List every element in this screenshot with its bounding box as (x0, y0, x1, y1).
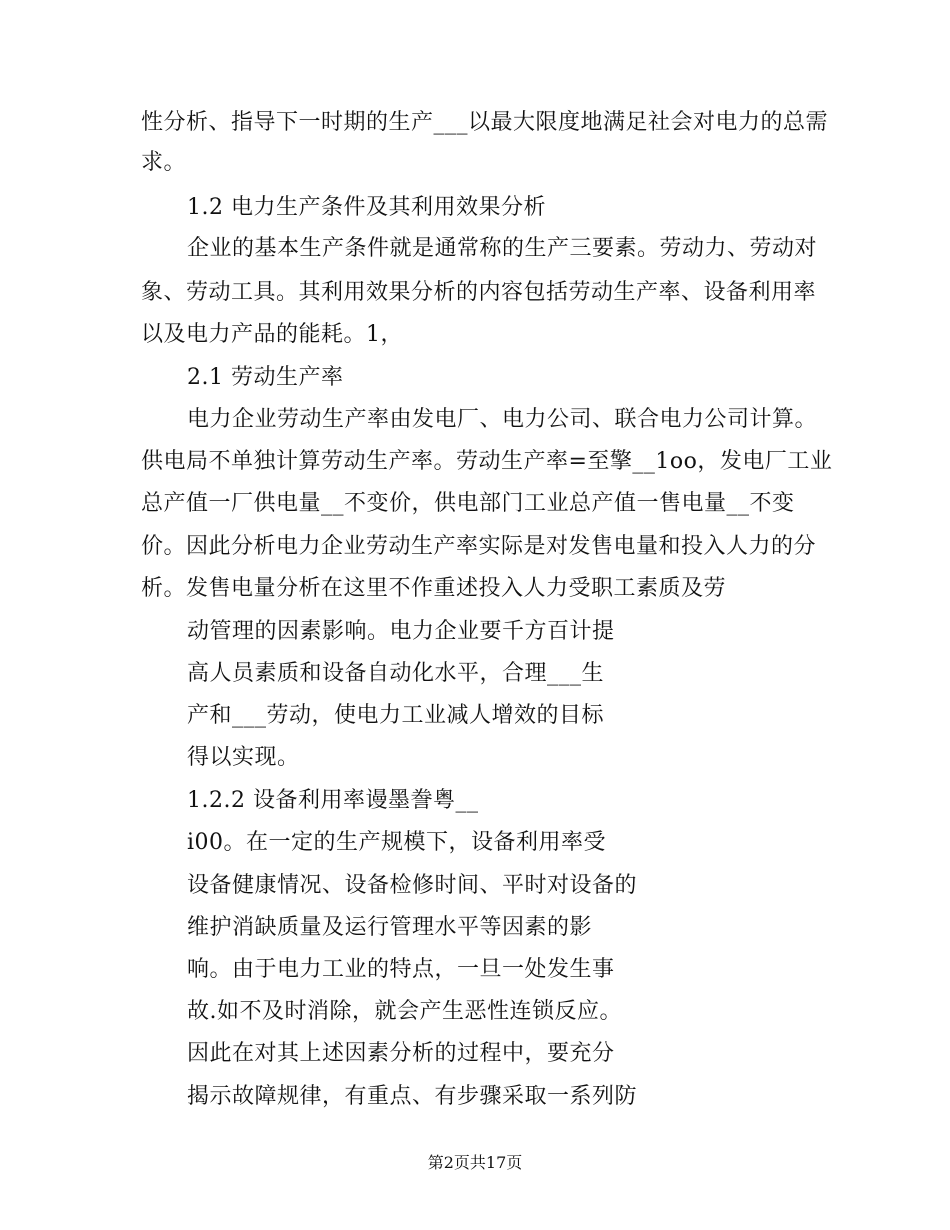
text-line: 价。因此分析电力企业劳动生产率实际是对发售电量和投入人力的分 (141, 534, 817, 559)
text-line: 求。 (141, 150, 187, 175)
text-line: 动管理的因素影响。电力企业要千方百计提 (187, 619, 615, 644)
text-line: 设备健康情况、设备检修时间、平时对设备的 (187, 873, 638, 898)
text-line: 响。由于电力工业的特点，一旦一处发生事 (187, 957, 615, 982)
text-line: 性分析、指导下一时期的生产___以最大限度地满足社会对电力的总需 (141, 110, 829, 135)
text-line: 因此在对其上述因素分析的过程中，要充分 (187, 1041, 615, 1066)
text-line: 企业的基本生产条件就是通常称的生产三要素。劳动力、劳动对 (187, 236, 818, 261)
page-number-footer: 第2页共17页 (427, 1153, 523, 1172)
text-line: 析。发售电量分析在这里不作重述投入人力受职工素质及劳 (141, 576, 727, 601)
text-line: 象、劳动工具。其利用效果分析的内容包括劳动生产率、设备利用率 (141, 280, 817, 305)
text-line: 揭示故障规律，有重点、有步骤采取一系列防 (187, 1084, 638, 1109)
text-line: 维护消缺质量及运行管理水平等因素的影 (187, 915, 593, 940)
section-heading: 1.2.2 设备利用率谩墨誊粤__ (187, 788, 479, 813)
text-line: 以及电力产品的能耗。1， (141, 322, 403, 347)
text-line: 产和___劳动，使电力工业减人增效的目标 (187, 703, 605, 728)
text-line: 故.如不及时消除，就会产生恶性连锁反应。 (187, 999, 622, 1024)
section-heading: 2.1 劳动生产率 (187, 365, 344, 390)
text-line: 供电局不单独计算劳动生产率。劳动生产率=至擎__1oo，发电厂工业 (141, 449, 833, 474)
text-line: 高人员素质和设备自动化水平，合理___生 (187, 661, 605, 686)
text-line: 总产值一厂供电量__不变价，供电部门工业总产值一售电量__不变 (141, 491, 795, 516)
text-line: i00。在一定的生产规模下，设备利用率受 (187, 830, 607, 855)
text-line: 得以实现。 (187, 745, 300, 770)
section-heading: 1.2 电力生产条件及其利用效果分析 (187, 195, 546, 220)
text-line: 电力企业劳动生产率由发电厂、电力公司、联合电力公司计算。 (187, 407, 818, 432)
